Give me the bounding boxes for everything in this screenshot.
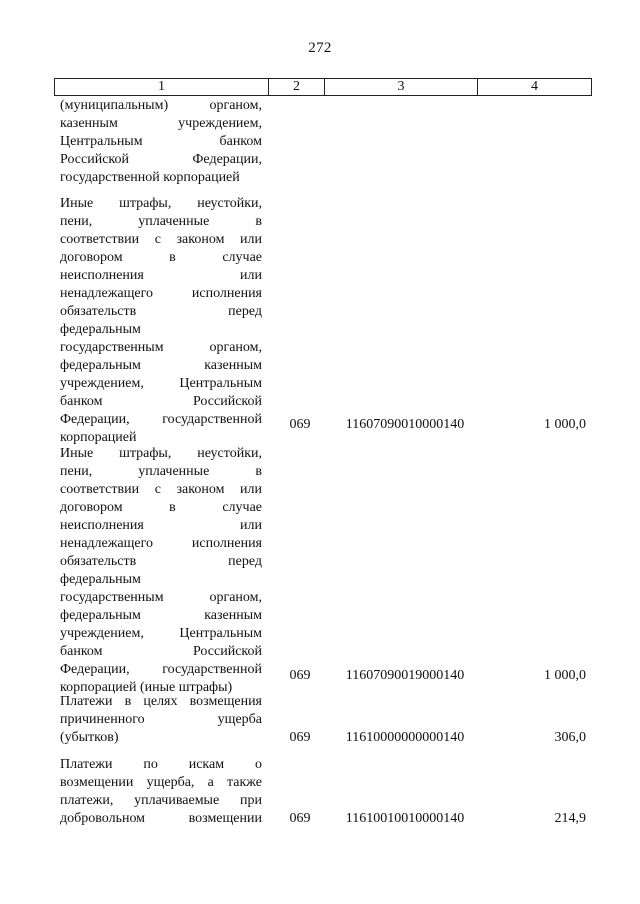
amount-cell: 1 000,0 xyxy=(544,417,586,432)
description-line: (убытков) xyxy=(60,730,119,745)
description-line: обязательств перед xyxy=(60,304,262,319)
row-description xyxy=(60,445,262,697)
column-header-1: 1 xyxy=(55,79,269,96)
row-description xyxy=(60,756,262,828)
description-line: Федерации, государственной xyxy=(60,412,262,427)
column-header-4: 4 xyxy=(478,79,592,96)
code-cell: 069 xyxy=(289,811,311,826)
description-line: Центральным банком xyxy=(60,134,262,149)
kbk-cell: 11610010010000140 xyxy=(345,811,465,826)
description-line: пени, уплаченные в xyxy=(60,214,262,229)
amount-cell: 306,0 xyxy=(554,730,586,745)
description-line: федеральным xyxy=(60,572,141,587)
description-line: причиненного ущерба xyxy=(60,712,262,727)
description-line: Платежи по искам о xyxy=(60,757,262,772)
row-description xyxy=(60,97,262,187)
page-number: 272 xyxy=(308,40,332,56)
amount-cell: 214,9 xyxy=(554,811,586,826)
description-line: государственной корпорацией xyxy=(60,170,240,185)
description-line: Иные штрафы, неустойки, xyxy=(60,196,262,211)
description-line: казенным учреждением, xyxy=(60,116,262,131)
column-header-row xyxy=(54,78,592,96)
description-line: добровольном возмещении xyxy=(60,811,262,826)
description-line: Российской Федерации, xyxy=(60,152,262,167)
description-line: договором в случае xyxy=(60,500,262,515)
description-line: учреждением, Центральным xyxy=(60,376,262,391)
description-line: платежи, уплачиваемые при xyxy=(60,793,262,808)
code-cell: 069 xyxy=(289,668,311,683)
code-cell: 069 xyxy=(289,730,311,745)
description-line: возмещении ущерба, а также xyxy=(60,775,262,790)
description-line: корпорацией xyxy=(60,430,137,445)
kbk-cell: 11607090019000140 xyxy=(345,668,465,683)
description-line: обязательств перед xyxy=(60,554,262,569)
description-line: неисполнения или xyxy=(60,518,262,533)
amount-cell: 1 000,0 xyxy=(544,668,586,683)
kbk-cell: 11610000000000140 xyxy=(345,730,465,745)
description-line: (муниципальным) органом, xyxy=(60,98,262,113)
description-line: банком Российской xyxy=(60,394,262,409)
row-description xyxy=(60,195,262,447)
description-line: ненадлежащего исполнения xyxy=(60,536,262,551)
description-line: неисполнения или xyxy=(60,268,262,283)
description-line: банком Российской xyxy=(60,644,262,659)
description-line: государственным органом, xyxy=(60,340,262,355)
row-description xyxy=(60,693,262,747)
description-line: договором в случае xyxy=(60,250,262,265)
description-line: Федерации, государственной xyxy=(60,662,262,677)
description-line: Иные штрафы, неустойки, xyxy=(60,446,262,461)
description-line: ненадлежащего исполнения xyxy=(60,286,262,301)
code-cell: 069 xyxy=(289,417,311,432)
description-line: государственным органом, xyxy=(60,590,262,605)
kbk-cell: 11607090010000140 xyxy=(345,417,465,432)
description-line: федеральным казенным xyxy=(60,608,262,623)
description-line: учреждением, Центральным xyxy=(60,626,262,641)
column-header-2: 2 xyxy=(269,79,325,96)
description-line: федеральным казенным xyxy=(60,358,262,373)
description-line: федеральным xyxy=(60,322,141,337)
column-header-3: 3 xyxy=(325,79,478,96)
description-line: соответствии с законом или xyxy=(60,232,262,247)
description-line: корпорацией (иные штрафы) xyxy=(60,680,233,695)
description-line: соответствии с законом или xyxy=(60,482,262,497)
description-line: пени, уплаченные в xyxy=(60,464,262,479)
description-line: Платежи в целях возмещения xyxy=(60,694,262,709)
